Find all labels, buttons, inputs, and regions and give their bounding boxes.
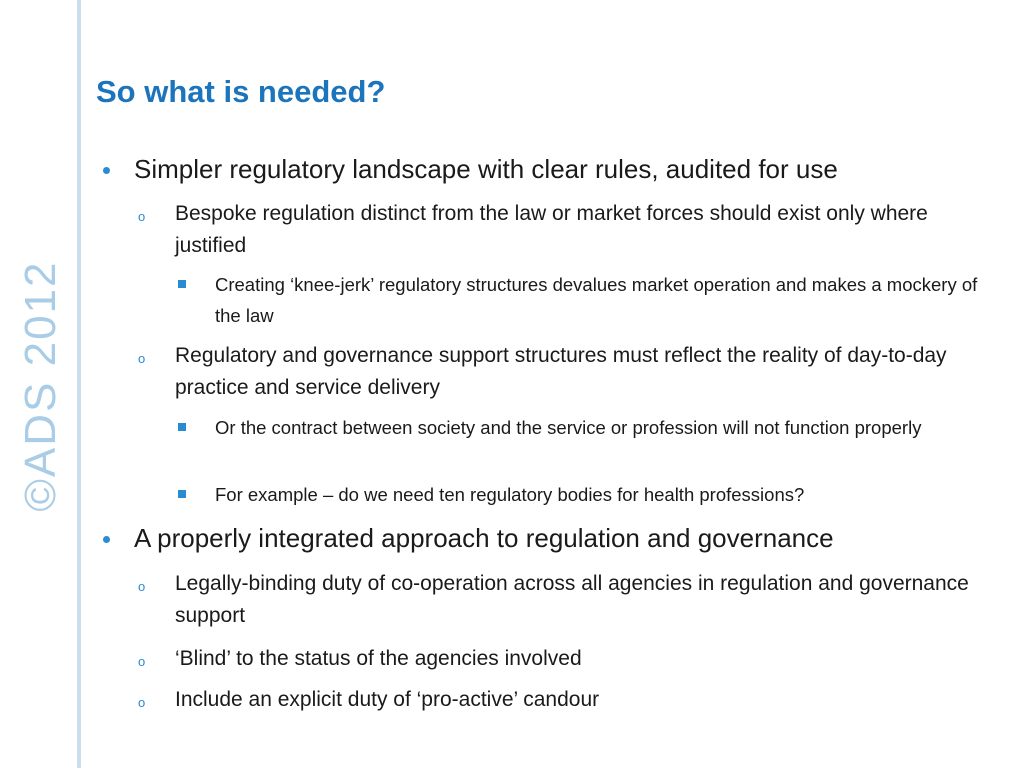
sub-bullet-icon: o	[138, 579, 146, 594]
square-bullet-icon	[178, 490, 186, 498]
bullet-dot-icon	[103, 167, 110, 174]
bullet-dot-icon	[103, 536, 110, 543]
copyright-watermark: ©ADS 2012	[16, 260, 65, 512]
square-bullet-icon	[178, 423, 186, 431]
sub-bullet-icon: o	[138, 654, 146, 669]
sub-bullet-icon: o	[138, 209, 146, 224]
sub-bullet-item: Legally-binding duty of co-operation across all agencies in regulation and governance support	[175, 572, 969, 627]
sub-sub-bullet-item: For example – do we need ten regulatory bodies for health professions?	[215, 484, 805, 505]
sub-bullet-item: Include an explicit duty of ‘pro-active’ candour	[175, 688, 600, 711]
sub-bullet-item: ‘Blind’ to the status of the agencies involved	[175, 647, 582, 670]
sub-bullet-icon: o	[138, 695, 146, 710]
bullet-item: A properly integrated approach to regulation and governance	[134, 523, 834, 553]
sub-sub-bullet-item: Creating ‘knee-jerk’ regulatory structures devalues market operation and makes a mockery of the law	[215, 274, 978, 326]
sub-bullet-item: Bespoke regulation distinct from the law or market forces should exist only where justified	[175, 202, 928, 257]
bullet-item: Simpler regulatory landscape with clear rules, audited for use	[134, 154, 838, 184]
sub-sub-bullet-item: Or the contract between society and the service or profession will not function properly	[215, 417, 922, 438]
square-bullet-icon	[178, 280, 186, 288]
sub-bullet-icon: o	[138, 351, 146, 366]
slide-title: So what is needed?	[96, 74, 386, 109]
sub-bullet-item: Regulatory and governance support structures must reflect the reality of day-to-day practice and service delivery	[175, 344, 947, 399]
